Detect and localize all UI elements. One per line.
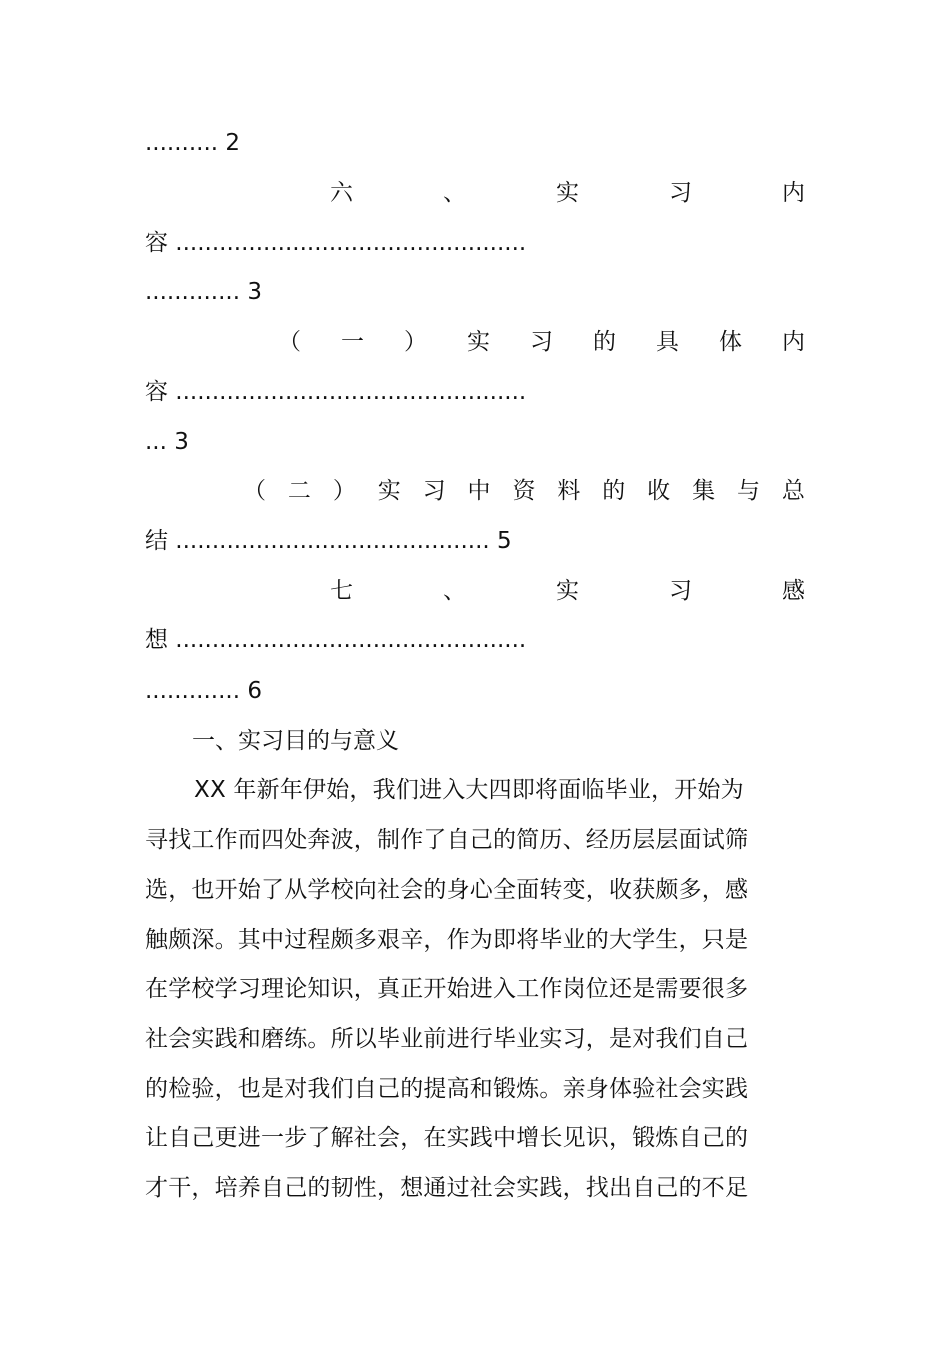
toc-char: 实 xyxy=(467,329,490,355)
toc-char: ） xyxy=(404,329,427,355)
toc-item-6-cont: 容 ................................................ xyxy=(145,230,527,256)
toc-item-6-1 xyxy=(278,326,805,358)
toc-char: 的 xyxy=(602,478,626,504)
toc-char: 实 xyxy=(556,180,579,206)
toc-char: 感 xyxy=(782,578,805,604)
paragraph-line: 寻找工作而四处奔波，制作了自己的简历、经历层层面试筛 xyxy=(145,827,749,853)
toc-char: 中 xyxy=(467,478,491,504)
paragraph-line: 才干，培养自己的韧性，想通过社会实践，找出自己的不足 xyxy=(145,1175,749,1201)
toc-item-7 xyxy=(330,575,805,607)
toc-char: 六 xyxy=(330,180,353,206)
toc-char: 习 xyxy=(422,478,446,504)
toc-char: 实 xyxy=(556,578,579,604)
paragraph-line: 选，也开始了从学校向社会的身心全面转变，收获颇多，感 xyxy=(145,877,749,903)
toc-page-ref: .......... 2 xyxy=(145,130,241,156)
toc-char: 习 xyxy=(669,578,692,604)
toc-char: 一 xyxy=(341,329,364,355)
toc-char: （ xyxy=(278,329,301,355)
toc-item-7-page: ............. 6 xyxy=(145,678,262,704)
toc-char: 二 xyxy=(287,478,311,504)
section-heading: 一、实习目的与意义 xyxy=(192,728,399,754)
paragraph-line: 触颇深。其中过程颇多艰辛，作为即将毕业的大学生，只是 xyxy=(145,927,749,953)
paragraph-line: 社会实践和磨练。所以毕业前进行毕业实习，是对我们自己 xyxy=(145,1026,749,1052)
paragraph-line: 的检验，也是对我们自己的提高和锻炼。亲身体验社会实践 xyxy=(145,1076,749,1102)
toc-char: 收 xyxy=(647,478,671,504)
paragraph-line: 让自己更进一步了解社会，在实践中增长见识，锻炼自己的 xyxy=(145,1125,749,1151)
toc-item-6 xyxy=(330,177,805,209)
toc-item-6-2 xyxy=(243,475,805,507)
toc-item-6-1-cont: 容 ................................................ xyxy=(145,379,527,405)
toc-char: 习 xyxy=(530,329,553,355)
toc-item-6-page: ............. 3 xyxy=(145,279,262,305)
paragraph-line: 在学校学习理论知识，真正开始进入工作岗位还是需要很多 xyxy=(145,976,749,1002)
toc-char: ） xyxy=(332,478,356,504)
toc-char: 、 xyxy=(443,180,466,206)
toc-char: 习 xyxy=(669,180,692,206)
toc-item-6-2-cont: 结 ........................................... 5 xyxy=(145,528,512,554)
toc-item-6-1-page: ... 3 xyxy=(145,429,189,455)
toc-char: 料 xyxy=(557,478,581,504)
toc-char: 、 xyxy=(443,578,466,604)
toc-item-7-cont: 想 ................................................ xyxy=(145,627,527,653)
toc-char: 内 xyxy=(782,180,805,206)
toc-char: 内 xyxy=(782,329,805,355)
paragraph-line: XX 年新年伊始，我们进入大四即将面临毕业，开始为 xyxy=(194,777,744,803)
toc-char: 资 xyxy=(512,478,536,504)
toc-char: 与 xyxy=(736,478,760,504)
toc-char: 七 xyxy=(330,578,353,604)
toc-char: （ xyxy=(243,478,266,504)
toc-char: 的 xyxy=(593,329,616,355)
toc-char: 集 xyxy=(692,478,716,504)
toc-char: 总 xyxy=(781,478,805,504)
toc-char: 具 xyxy=(656,329,679,355)
toc-char: 实 xyxy=(377,478,401,504)
toc-char: 体 xyxy=(719,329,742,355)
